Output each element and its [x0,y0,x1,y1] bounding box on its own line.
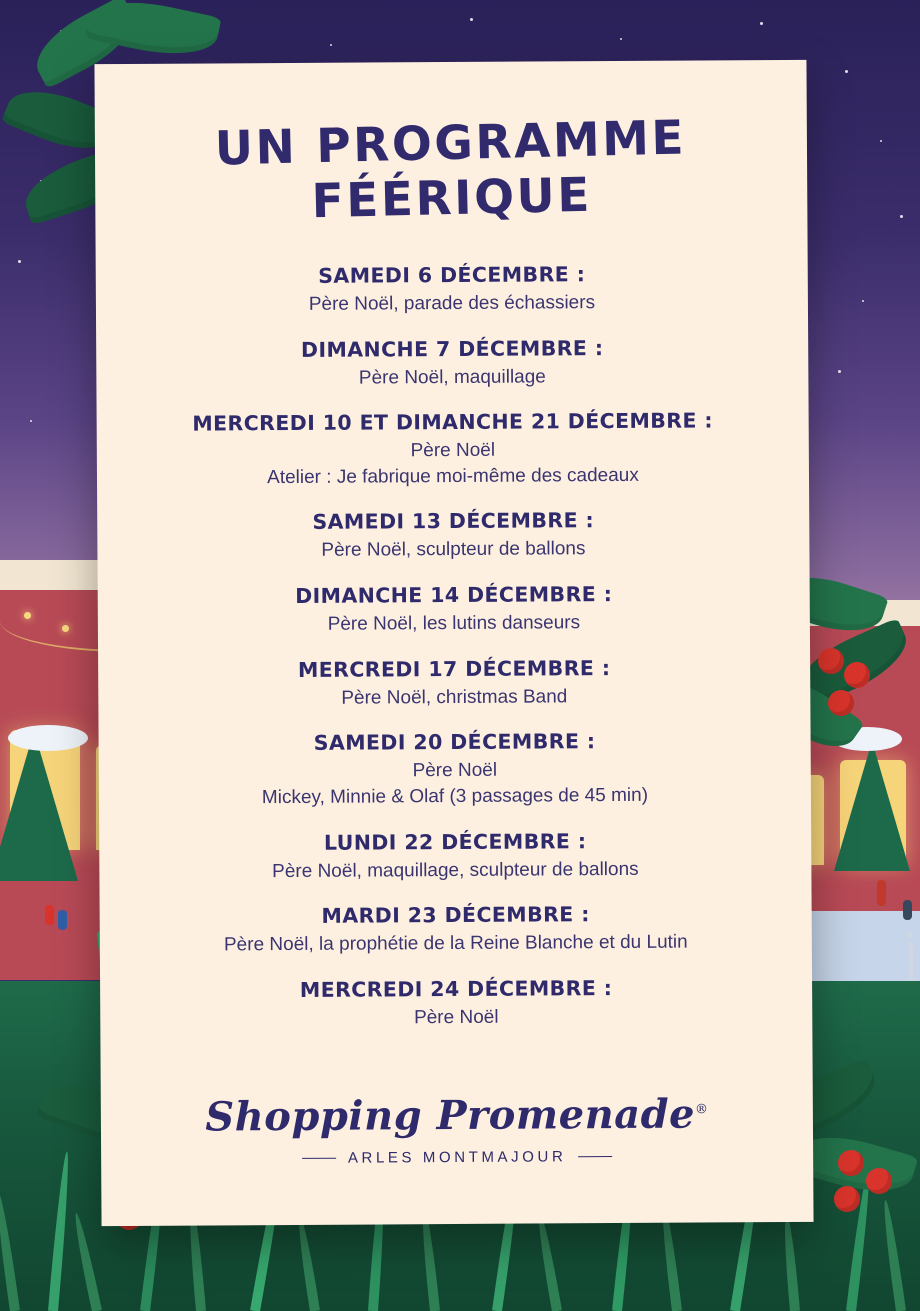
light-bulb-icon [24,612,31,619]
event-date: SAMEDI 20 DÉCEMBRE : [313,729,596,756]
rule-right-icon [578,1156,612,1158]
illustration-credit: © Illustration [907,933,914,981]
list-item [139,828,771,886]
list-item [138,581,770,639]
star-icon [330,44,332,46]
event-date: MARDI 23 DÉCEMBRE : [321,902,590,929]
logo-wordmark [205,1090,709,1140]
list-item [136,261,768,319]
person-figure [45,905,54,925]
registered-trademark-icon: ® [694,1102,709,1118]
event-date: SAMEDI 6 DÉCEMBRE : [318,262,586,288]
event-description: Père Noël, les lutins danseurs [327,612,581,635]
star-icon [470,18,473,21]
fir-tree [834,741,910,871]
holly-berry-icon [834,1186,860,1212]
event-description: Père Noël, maquillage, sculpteur de ballons [272,858,639,882]
star-icon [880,140,882,142]
event-description: Père Noël, maquillage [358,365,546,389]
holly-berry-icon [838,1150,864,1176]
logo-location-label: ARLES MONTMAJOUR [347,1148,567,1167]
person-figure [58,910,67,930]
list-item [139,728,771,811]
event-date: DIMANCHE 7 DÉCEMBRE : [300,335,604,362]
event-description-secondary: Mickey, Minnie & Olaf (3 passages de 45 min) [261,784,649,809]
list-item [138,655,770,713]
star-icon [900,215,903,218]
event-description-secondary: Atelier : Je fabrique moi-même des cadeaux [267,464,639,488]
event-description: Père Noël, christmas Band [341,686,568,709]
title-line-2: FÉÉRIQUE [311,168,593,230]
logo-location [101,1147,813,1168]
star-icon [30,420,32,422]
holly-berry-icon [828,690,854,716]
person-figure [903,900,912,920]
light-bulb-icon [62,625,69,632]
star-icon [18,260,21,263]
event-description: Père Noël [410,439,496,462]
event-description: Père Noël, parade des échassiers [308,292,596,315]
holly-berry-icon [866,1168,892,1194]
tree-snow-cap [8,725,88,751]
event-description: Père Noël [413,1006,499,1029]
fir-tree [0,731,78,881]
star-icon [760,22,763,25]
holly-berry-icon [818,648,844,674]
event-date: MERCREDI 10 ET DIMANCHE 21 DÉCEMBRE : [192,408,714,436]
event-date: DIMANCHE 14 DÉCEMBRE : [295,582,613,609]
event-description: Père Noël, la prophétie de la Reine Blanche et du Lutin [223,931,688,956]
logo-name: Shopping Promenade [205,1090,696,1141]
star-icon [862,300,864,302]
event-description: Père Noël, sculpteur de ballons [321,538,586,562]
program-card [94,60,813,1226]
star-icon [620,38,622,40]
star-icon [845,70,848,73]
list-item [137,408,769,491]
event-date: MERCREDI 24 DÉCEMBRE : [299,975,613,1002]
event-description: Père Noël [412,760,498,782]
brand-logo [101,1090,813,1168]
person-figure [877,880,886,906]
star-icon [838,370,841,373]
list-item [137,508,769,566]
holly-berry-icon [844,662,870,688]
event-list [136,261,773,1033]
event-date: SAMEDI 13 DÉCEMBRE : [312,508,595,535]
list-item [140,901,772,959]
page-title [134,109,768,235]
list-item [136,335,768,393]
event-date: LUNDI 22 DÉCEMBRE : [323,828,587,855]
list-item [140,975,772,1033]
title-line-1: UN PROGRAMME [214,110,687,177]
event-date: MERCREDI 17 DÉCEMBRE : [297,655,611,682]
rule-left-icon [302,1157,336,1159]
